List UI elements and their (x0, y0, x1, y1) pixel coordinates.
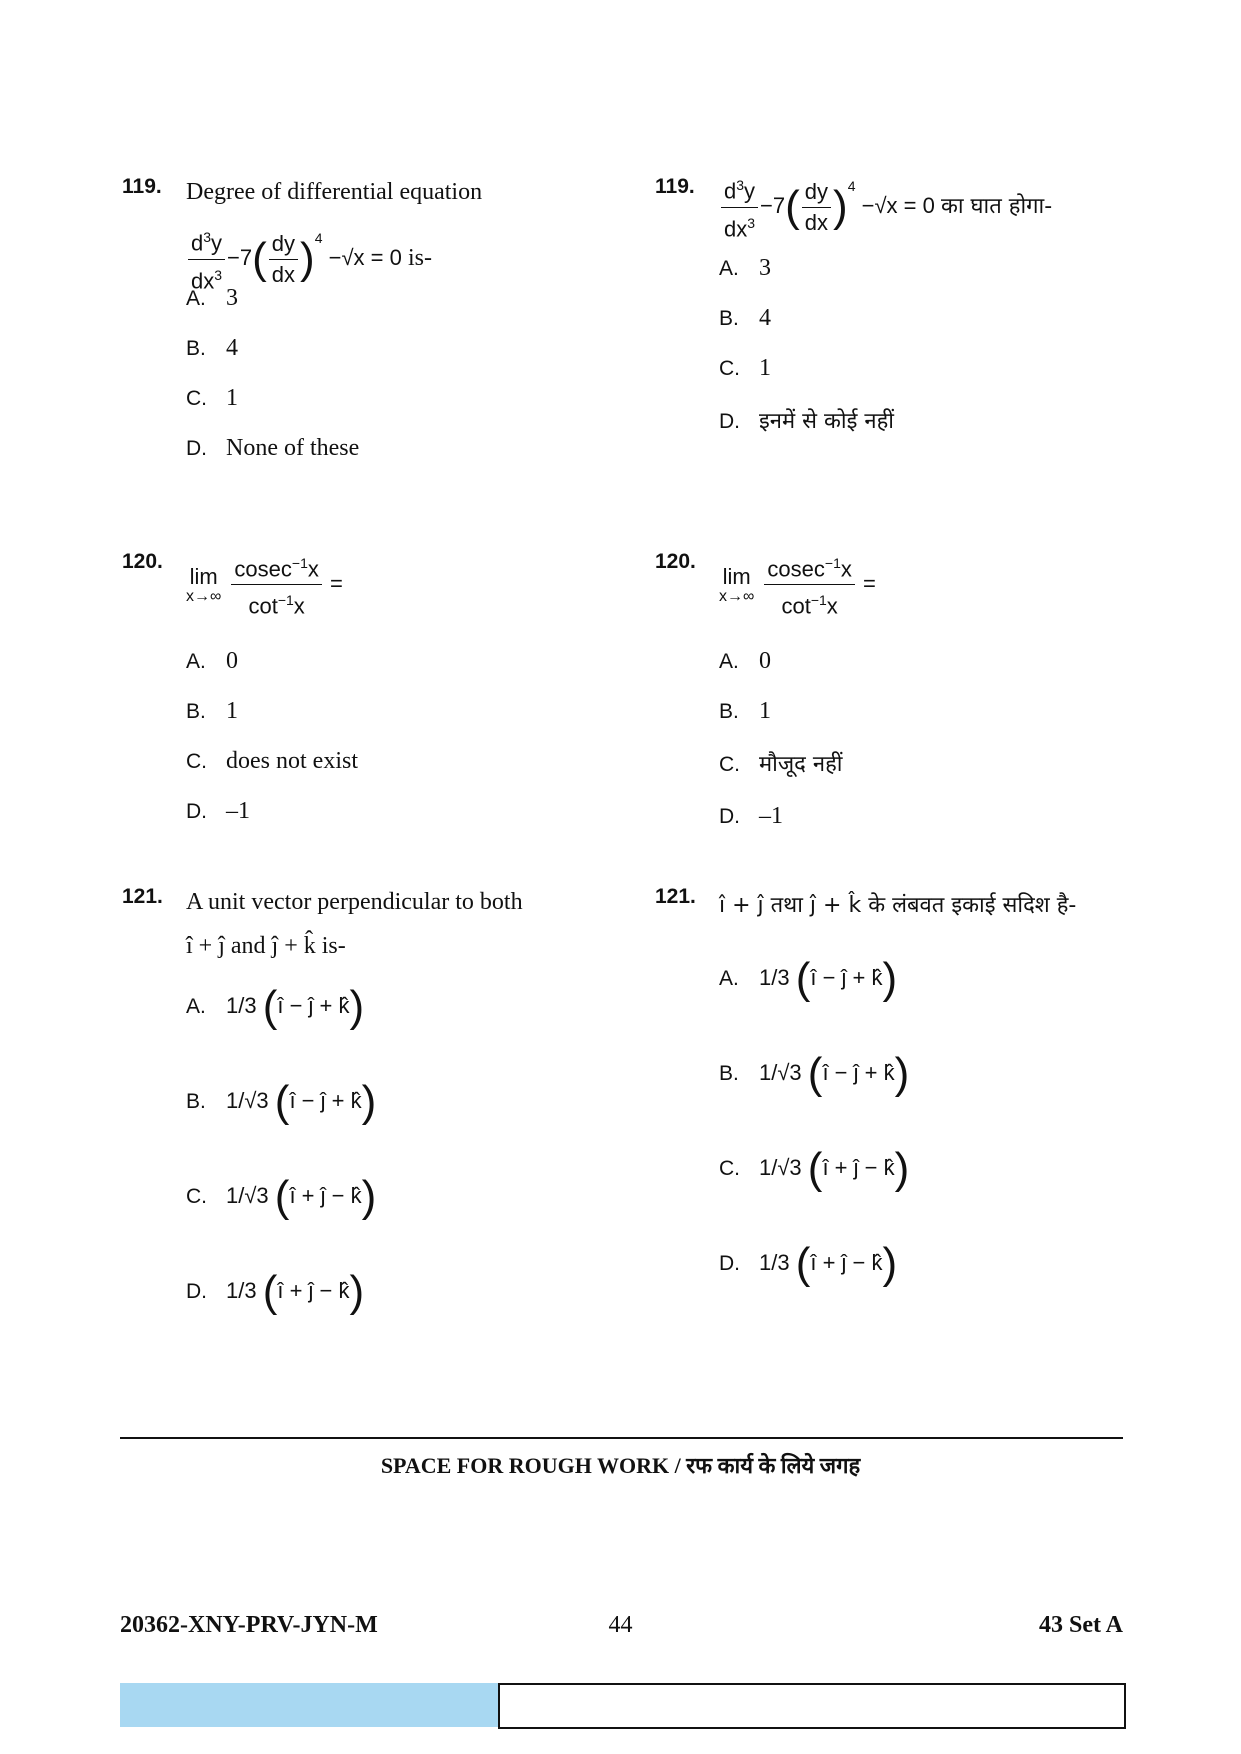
set-label: 43 Set A (1039, 1612, 1123, 1638)
option-a[interactable]: A. 0 (186, 648, 238, 674)
option-c[interactable]: C. 1/√3 (î + ĵ − k̂) (719, 1144, 910, 1193)
option-c[interactable]: C. 1/√3 (î + ĵ − k̂) (186, 1172, 377, 1221)
option-c[interactable]: C. 1 (719, 355, 771, 381)
footer-box (498, 1683, 1126, 1729)
booklet-code: 20362-XNY-PRV-JYN-M (120, 1612, 378, 1638)
limit-expression: lim x→∞ $\frac{cosec^{-1}x}{\cot^{-1}x}$ = (719, 550, 876, 620)
question-number: 121. (122, 885, 163, 908)
footer-color-bar (120, 1683, 498, 1727)
option-a[interactable]: A. 1/3 (î − ĵ + k̂) (186, 982, 365, 1031)
equation: $\frac{d^3y}{dx^3}$ −7( $\frac{dy}{dx}$ )$^4$ −√x = 0 is- (186, 221, 432, 294)
question-number: 119. (122, 175, 162, 198)
equation: $\frac{d^3y}{dx^3}$ −7( $\frac{dy}{dx}$ )$^4$ −√x = 0 का घात होगा- (719, 169, 1052, 242)
question-text-line2: î + ĵ and ĵ + k̂ is- (186, 933, 346, 959)
question-text: Degree of differential equation (186, 179, 483, 205)
rough-work-heading: SPACE FOR ROUGH WORK / रफ कार्य के लिये जगह (380, 1453, 861, 1478)
option-b[interactable]: B. 1/√3 (î − ĵ + k̂) (719, 1049, 910, 1098)
option-c[interactable]: C. does not exist (186, 748, 358, 774)
option-d[interactable]: D. 1/3 (î + ĵ − k̂) (719, 1239, 898, 1288)
divider-line (120, 1437, 1123, 1439)
option-b[interactable]: B. 4 (719, 305, 771, 331)
option-d[interactable]: D. 1/3 (î + ĵ − k̂) (186, 1267, 365, 1316)
option-d[interactable]: D. –1 (719, 803, 783, 829)
option-d[interactable]: D. इनमें से कोई नहीं (719, 409, 895, 434)
option-b[interactable]: B. 1 (719, 698, 771, 724)
option-c[interactable]: C. मौजूद नहीं (719, 752, 843, 777)
question-number: 119. (655, 175, 695, 198)
equation-suffix: का घात होगा- (940, 194, 1053, 219)
page-number: 44 (608, 1612, 633, 1638)
option-a[interactable]: A. 0 (719, 648, 771, 674)
equation-suffix: is- (407, 245, 432, 271)
option-b[interactable]: B. 1/√3 (î − ĵ + k̂) (186, 1077, 377, 1126)
limit-expression: lim x→∞ $\frac{cosec^{-1}x}{\cot^{-1}x}$ = (186, 550, 343, 620)
option-d[interactable]: D. –1 (186, 798, 250, 824)
question-text: î + ĵ तथा ĵ + k̂ के लंबवत इकाई सदिश है- (719, 893, 1077, 918)
option-b[interactable]: B. 4 (186, 335, 238, 361)
question-number: 121. (655, 885, 696, 908)
option-c[interactable]: C. 1 (186, 385, 238, 411)
option-d[interactable]: D. None of these (186, 435, 360, 461)
option-a[interactable]: A. 1/3 (î − ĵ + k̂) (719, 954, 898, 1003)
question-number: 120. (122, 550, 163, 573)
option-a[interactable]: A. 3 (719, 255, 771, 281)
option-b[interactable]: B. 1 (186, 698, 238, 724)
question-number: 120. (655, 550, 696, 573)
option-a[interactable]: A. 3 (186, 285, 238, 311)
question-text: A unit vector perpendicular to both (186, 889, 523, 915)
